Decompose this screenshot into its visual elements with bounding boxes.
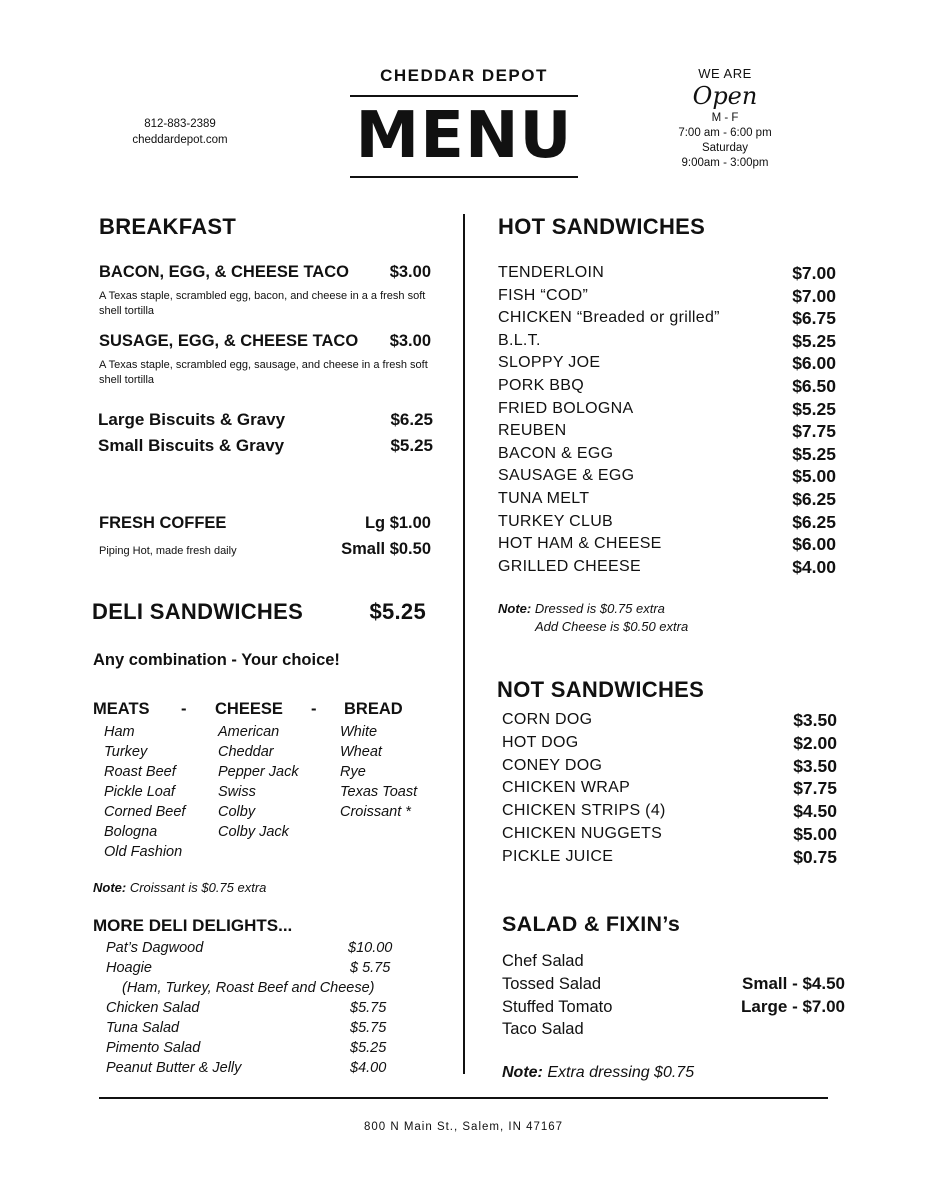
cheese-header: CHEESE [215, 700, 283, 718]
list-item: Roast Beef [104, 764, 176, 780]
item-name: CHICKEN NUGGETS [502, 824, 663, 842]
note-text: Extra dressing $0.75 [547, 1064, 695, 1081]
item-name: REUBEN [498, 422, 567, 440]
deli-heading-row [92, 599, 426, 625]
item-price: $3.00 [389, 263, 431, 281]
item-price: $5.25 [792, 330, 836, 351]
not-sandwiches-list [502, 709, 837, 869]
list-item: Wheat [340, 744, 382, 760]
item-price: $7.00 [792, 285, 836, 306]
item-price: $6.00 [792, 353, 836, 374]
item-price: $7.75 [792, 421, 836, 442]
dash-2: - [311, 700, 317, 718]
item-name: BACON, EGG, & CHEESE TACO [99, 263, 349, 281]
list-item [498, 533, 836, 556]
list-item: Colby Jack [218, 824, 289, 840]
coffee-price-large: Lg $1.00 [364, 514, 431, 532]
note-line-1: Dressed is $0.75 extra [534, 601, 665, 616]
item-name: Pat’s Dagwood [106, 940, 204, 956]
list-item [498, 443, 836, 466]
deli-heading: DELI SANDWICHES [92, 599, 304, 624]
list-item [498, 420, 836, 443]
item-name: Tuna Salad [106, 1020, 180, 1036]
list-item: Bologna [104, 824, 158, 840]
coffee-price-small: Small $0.50 [341, 540, 431, 558]
hot-sandwiches-list [498, 262, 836, 578]
list-item: Swiss [218, 784, 256, 800]
item-name: FRIED BOLOGNA [498, 399, 634, 417]
column-divider [463, 214, 465, 1074]
list-item: Pickle Loaf [104, 784, 175, 800]
item-name: SLOPPY JOE [498, 354, 601, 372]
biscuits-small [98, 436, 433, 456]
list-item [106, 998, 406, 1018]
list-item: Corned Beef [104, 804, 186, 820]
bread-header: BREAD [344, 700, 403, 718]
note-line-2: Add Cheese is $0.50 extra [535, 619, 689, 634]
list-item [498, 262, 836, 285]
coffee-row-2 [99, 540, 431, 559]
list-item: Colby [218, 804, 256, 820]
list-item: Pepper Jack [218, 764, 299, 780]
taco-2-description: A Texas staple, scrambled egg, sausage, and cheese in a fresh soft shell tortilla [99, 359, 428, 386]
dash-1: - [181, 700, 187, 718]
item-name: HOT HAM & CHEESE [498, 535, 662, 553]
item-name: TURKEY CLUB [498, 512, 614, 530]
item-name: Pimento Salad [106, 1040, 201, 1056]
item-price: $2.00 [793, 732, 837, 753]
hoagie-detail: (Ham, Turkey, Roast Beef and Cheese) [122, 980, 375, 996]
cheese-list [218, 722, 299, 842]
item-price: $6.75 [792, 308, 836, 329]
list-item [502, 823, 837, 846]
biscuits-large [98, 410, 433, 430]
item-price: $4.50 [793, 801, 837, 822]
item-price: $5.25 [350, 1040, 387, 1056]
deli-tagline: Any combination - Your choice! [93, 651, 340, 669]
item-price: $6.00 [792, 534, 836, 555]
item-name: Hoagie [106, 960, 152, 976]
bread-list [340, 722, 417, 822]
footer-rule [99, 1097, 828, 1099]
salad-heading: SALAD & FIXIN’s [502, 912, 681, 936]
more-deli-heading: MORE DELI DELIGHTS... [93, 916, 293, 935]
list-item [502, 709, 837, 732]
meats-header: MEATS [93, 700, 150, 718]
item-name: SAUSAGE & EGG [498, 467, 635, 485]
not-sandwiches-heading: NOT SANDWICHES [497, 677, 705, 702]
meats-list [104, 722, 185, 862]
list-item: Ham [104, 724, 135, 740]
phone-number: 812-883-2389 [144, 118, 216, 130]
breakfast-taco-1 [99, 263, 431, 282]
contact-info [110, 116, 250, 148]
item-price: $3.00 [389, 332, 431, 350]
list-item [498, 352, 836, 375]
item-price: $4.00 [792, 556, 836, 577]
item-price: $4.00 [350, 1060, 387, 1076]
item-name: CHICKEN STRIPS (4) [502, 802, 666, 820]
item-name: FISH “COD” [498, 286, 589, 304]
list-item [106, 1038, 406, 1058]
list-item [502, 777, 837, 800]
list-item: Taco Salad [502, 1020, 584, 1039]
list-item [498, 398, 836, 421]
item-name: Chicken Salad [106, 1000, 200, 1016]
list-item: Turkey [104, 744, 148, 760]
list-item [498, 375, 836, 398]
list-item: Cheddar [218, 744, 274, 760]
list-item [502, 846, 837, 869]
salad-note [502, 1064, 694, 1082]
item-price: $10.00 [348, 940, 393, 956]
list-item [498, 307, 836, 330]
item-name: CHICKEN WRAP [502, 779, 631, 797]
item-price: $6.25 [792, 488, 836, 509]
list-item: Stuffed Tomato [502, 997, 613, 1016]
breakfast-heading: BREAKFAST [99, 214, 237, 239]
list-item: Chef Salad [502, 952, 584, 970]
list-item [498, 285, 836, 308]
breakfast-taco-2 [99, 332, 431, 351]
note-label: Note: [93, 880, 127, 895]
saturday-hours: 9:00am - 3:00pm [681, 157, 769, 169]
title-rule-top [350, 95, 578, 97]
item-price: $3.50 [793, 710, 837, 730]
website: cheddardepot.com [132, 134, 228, 146]
item-name: PICKLE JUICE [502, 847, 614, 865]
hot-sandwiches-heading: HOT SANDWICHES [498, 214, 706, 239]
brand-name: CHEDDAR DEPOT [380, 66, 548, 85]
note-label: Note: [502, 1064, 543, 1081]
item-name: HOT DOG [502, 733, 579, 751]
item-price: $5.75 [350, 1020, 387, 1036]
salad-large-price: Large - $7.00 [741, 996, 845, 1016]
saturday-label: Saturday [701, 142, 749, 154]
salad-prices [700, 973, 845, 1018]
open-script: Open [692, 82, 758, 110]
list-item: American [218, 724, 280, 740]
item-price: $5.25 [390, 436, 433, 455]
item-price: $6.25 [792, 511, 836, 532]
item-price: $5.25 [792, 443, 836, 464]
title-rule-bottom [350, 176, 578, 178]
list-item [502, 800, 837, 823]
coffee-row [99, 514, 431, 533]
list-item [498, 556, 836, 579]
item-name: FRESH COFFEE [99, 514, 227, 532]
hot-sandwiches-note [498, 600, 688, 636]
item-name: PORK BBQ [498, 376, 584, 394]
taco-1-description: A Texas staple, scrambled egg, bacon, and cheese in a a fresh soft shell tortilla [99, 290, 426, 317]
list-item: Croissant * [340, 804, 411, 820]
item-name: TUNA MELT [498, 489, 590, 507]
item-price: $7.75 [793, 778, 837, 799]
salad-small-price: Small - $4.50 [741, 974, 845, 993]
item-price: $5.00 [792, 466, 836, 487]
item-name: BACON & EGG [498, 444, 614, 462]
hours-block [660, 66, 790, 171]
item-name: Small Biscuits & Gravy [98, 436, 285, 455]
weekday-label: M - F [711, 112, 739, 124]
deli-note [93, 880, 266, 895]
item-price: $6.25 [390, 410, 433, 429]
item-price: $5.00 [793, 823, 837, 844]
item-price: $0.75 [793, 846, 837, 867]
item-name: CHICKEN “Breaded or grilled” [498, 309, 720, 327]
item-name: Large Biscuits & Gravy [98, 410, 286, 429]
list-item [498, 511, 836, 534]
item-price: $5.25 [792, 398, 836, 419]
footer-address: 800 N Main St., Salem, IN 47167 [363, 1121, 564, 1133]
list-item [502, 755, 837, 778]
list-item [106, 938, 406, 958]
we-are-label: WE ARE [698, 66, 752, 81]
item-name: CORN DOG [502, 711, 593, 728]
note-text: Croissant is $0.75 extra [129, 880, 267, 895]
item-price: $3.50 [793, 755, 837, 776]
list-item: Texas Toast [340, 784, 418, 800]
list-item: Tossed Salad [502, 974, 602, 993]
list-item [106, 1018, 406, 1038]
deli-price: $5.25 [369, 599, 426, 624]
list-item [498, 488, 836, 511]
note-label: Note: [498, 601, 532, 616]
list-item [498, 465, 836, 488]
weekday-hours: 7:00 am - 6:00 pm [678, 127, 772, 139]
list-item: Rye [340, 764, 366, 780]
item-name: CONEY DOG [502, 756, 603, 774]
item-name: B.L.T. [498, 331, 541, 349]
item-price: $5.75 [350, 1000, 387, 1016]
item-name: GRILLED CHEESE [498, 557, 641, 575]
item-price: $ 5.75 [350, 960, 391, 976]
list-item [106, 1058, 406, 1078]
list-item: Old Fashion [104, 844, 183, 860]
list-item [498, 330, 836, 353]
item-name: TENDERLOIN [498, 264, 605, 281]
item-price: $6.50 [792, 375, 836, 396]
coffee-description: Piping Hot, made fresh daily [99, 545, 237, 557]
list-item [106, 958, 406, 978]
list-item [502, 732, 837, 755]
more-deli-list [106, 938, 406, 1078]
item-name: Peanut Butter & Jelly [106, 1060, 242, 1076]
item-name: SUSAGE, EGG, & CHEESE TACO [99, 332, 359, 350]
salad-list [502, 950, 612, 1041]
item-price: $7.00 [792, 263, 836, 283]
list-item: White [340, 724, 378, 740]
page-title: MENU [355, 99, 573, 173]
